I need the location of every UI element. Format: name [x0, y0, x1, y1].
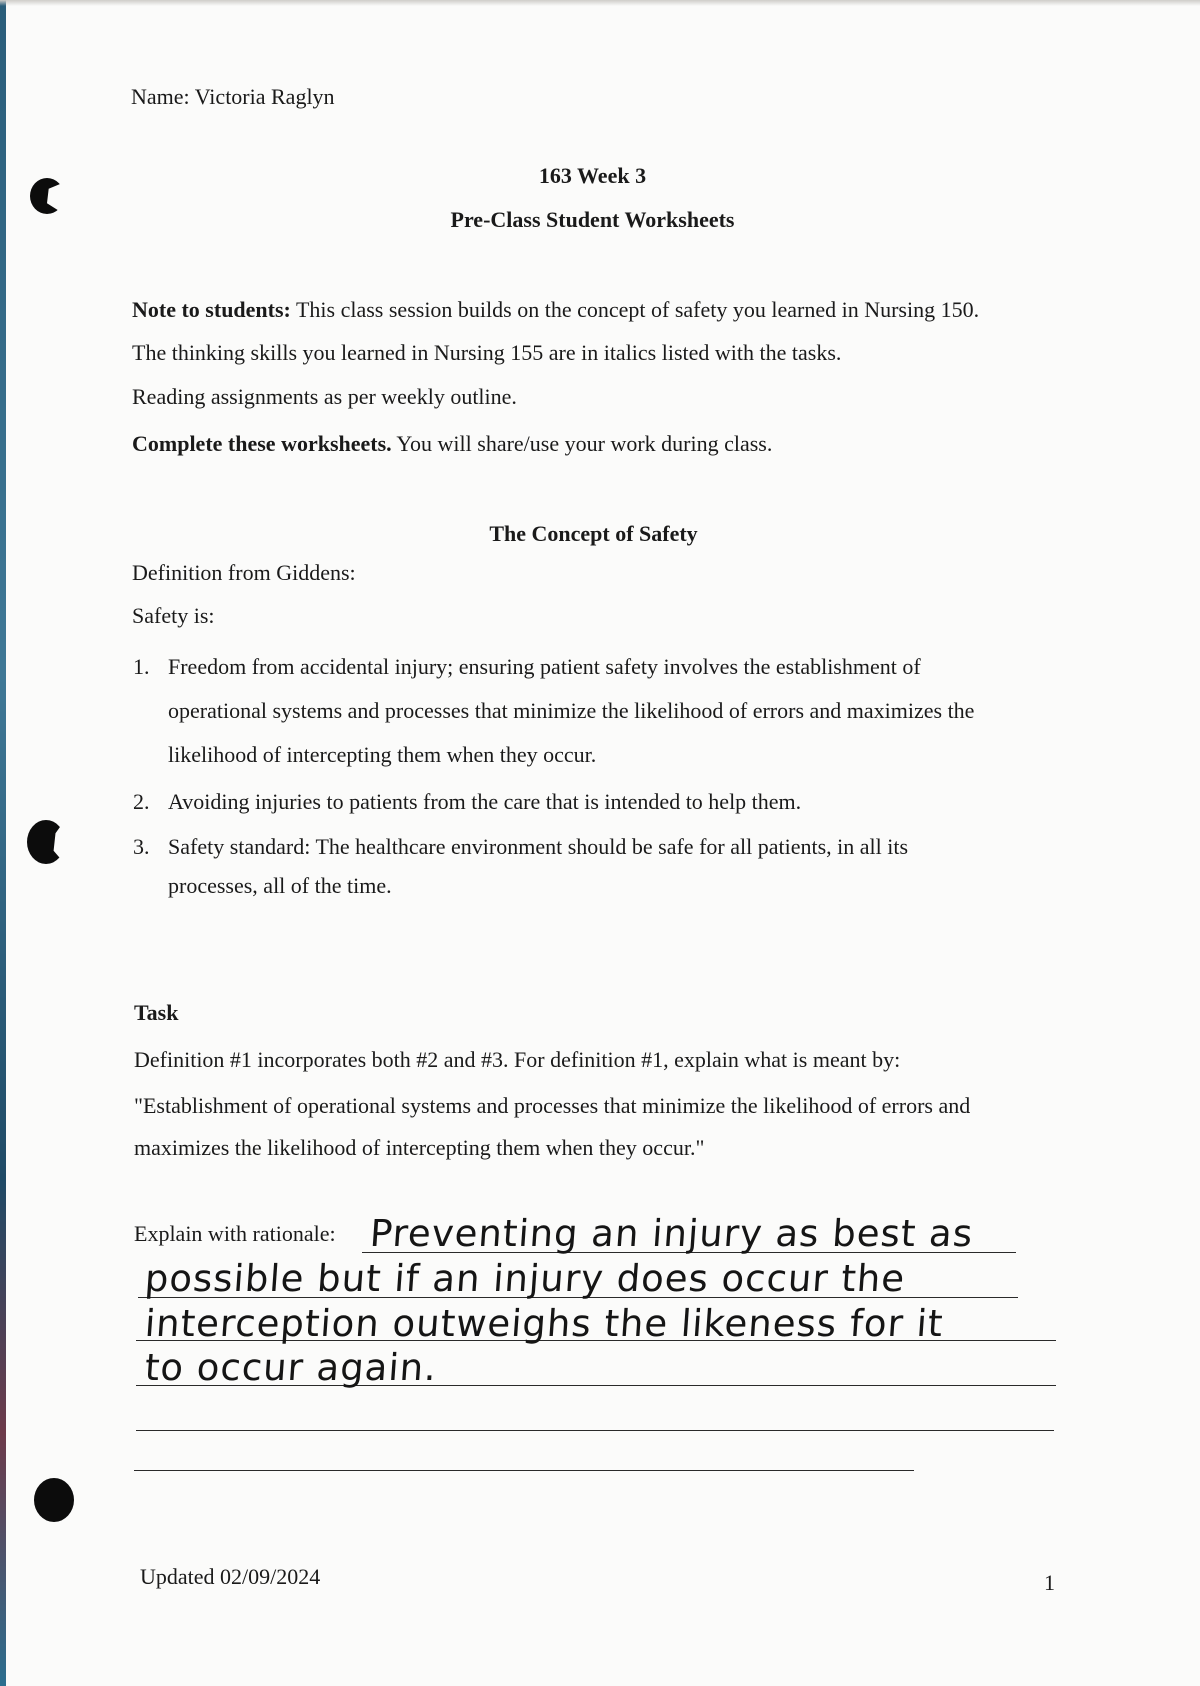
worksheet-title: Pre-Class Student Worksheets — [450, 207, 735, 232]
list-number: 1. — [133, 654, 150, 679]
page-number: 1 — [1044, 1570, 1055, 1595]
task-line-3: maximizes the likelihood of intercepting them when they occur." — [134, 1135, 705, 1160]
punch-hole-bottom — [34, 1478, 74, 1522]
answer-line — [134, 1470, 914, 1471]
list-item — [133, 654, 921, 680]
handwritten-answer-line: interception outweighs the likeness for it — [143, 1302, 945, 1345]
explain-label: Explain with rationale: — [134, 1221, 336, 1246]
list-item-continued: likelihood of intercepting them when they occur. — [168, 742, 597, 767]
definition-source: Definition from Giddens: — [132, 560, 356, 585]
safety-is-label: Safety is: — [132, 603, 215, 628]
handwritten-answer-line: Preventing an injury as best as — [368, 1212, 975, 1255]
section-title: The Concept of Safety — [489, 521, 698, 546]
student-name: Name: Victoria Raglyn — [131, 84, 335, 109]
note-line-4 — [132, 431, 772, 457]
list-item-continued: operational systems and processes that minimize the likelihood of errors and maximizes the — [168, 698, 975, 723]
note-complete-label: Complete these worksheets. — [132, 431, 392, 456]
handwritten-answer-line: to occur again. — [143, 1346, 439, 1389]
answer-line — [136, 1430, 1054, 1431]
handwritten-answer-line: possible but if an injury does occur the — [143, 1257, 907, 1300]
task-line-2: "Establishment of operational systems and processes that minimize the likelihood of errors and — [134, 1093, 971, 1118]
task-line-1: Definition #1 incorporates both #2 and #3. For definition #1, explain what is meant by: — [134, 1047, 901, 1072]
note-line-1-text: This class session builds on the concept of safety you learned in Nursing 150. — [290, 297, 980, 322]
list-number: 3. — [133, 834, 150, 859]
list-item-text: Freedom from accidental injury; ensuring patient safety involves the establishment of — [168, 654, 921, 679]
scan-top-shadow — [0, 0, 1200, 6]
list-item-continued: processes, all of the time. — [168, 873, 392, 898]
note-label: Note to students: — [132, 297, 291, 322]
note-line-1 — [132, 297, 979, 323]
note-line-3: Reading assignments as per weekly outline. — [132, 384, 517, 409]
list-item-text: Avoiding injuries to patients from the care that is intended to help them. — [168, 789, 802, 814]
scan-left-edge — [0, 0, 6, 1686]
list-number: 2. — [133, 789, 150, 814]
updated-date: Updated 02/09/2024 — [140, 1564, 321, 1589]
list-item — [133, 789, 802, 815]
list-item — [133, 834, 909, 860]
task-title: Task — [134, 1000, 179, 1025]
course-week-heading: 163 Week 3 — [538, 163, 647, 188]
list-item-text: Safety standard: The healthcare environment should be safe for all patients, in all its — [168, 834, 909, 859]
note-line-2: The thinking skills you learned in Nursing 155 are in italics listed with the tasks. — [132, 340, 842, 365]
punch-hole-middle — [27, 820, 65, 864]
note-line-4-text: You will share/use your work during class. — [391, 431, 773, 456]
